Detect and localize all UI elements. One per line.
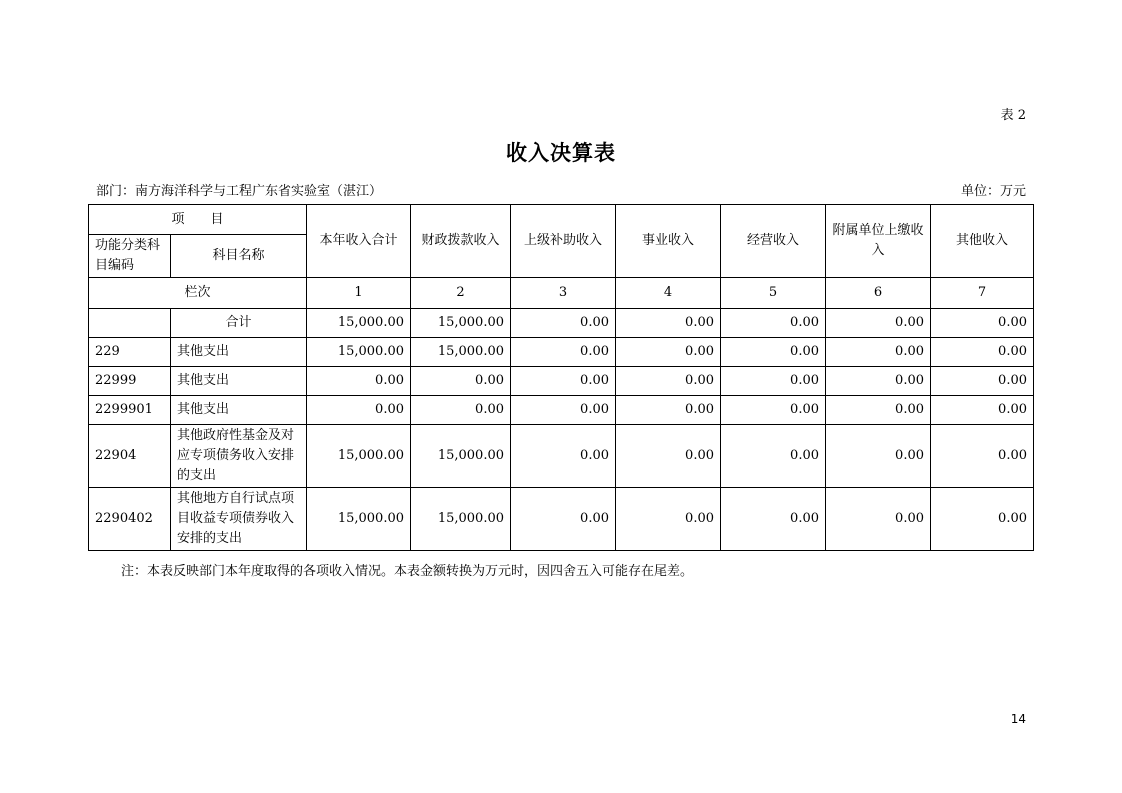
row-value: 0.00	[931, 367, 1034, 396]
column-index-row	[89, 278, 1034, 309]
header-col-superior: 上级补助收入	[511, 205, 616, 278]
total-value: 0.00	[616, 309, 721, 338]
column-number: 6	[826, 278, 931, 309]
total-value: 15,000.00	[307, 309, 411, 338]
row-value: 0.00	[721, 488, 826, 551]
header-subject-name: 科目名称	[171, 235, 307, 278]
row-value: 15,000.00	[307, 425, 411, 488]
row-value: 0.00	[616, 367, 721, 396]
row-value: 0.00	[721, 338, 826, 367]
total-value: 0.00	[511, 309, 616, 338]
row-code: 22999	[89, 367, 171, 396]
row-name: 其他地方自行试点项目收益专项债券收入安排的支出	[171, 488, 307, 551]
row-value: 0.00	[511, 338, 616, 367]
header-col-other: 其他收入	[931, 205, 1034, 278]
row-value: 0.00	[307, 396, 411, 425]
column-number: 2	[411, 278, 511, 309]
row-name: 其他支出	[171, 396, 307, 425]
header-project: 项 目	[89, 205, 307, 235]
row-code: 229	[89, 338, 171, 367]
row-value: 0.00	[511, 425, 616, 488]
column-index-label: 栏次	[89, 278, 307, 309]
column-number: 1	[307, 278, 411, 309]
total-value: 15,000.00	[411, 309, 511, 338]
total-label: 合计	[171, 309, 307, 338]
row-name: 其他支出	[171, 338, 307, 367]
row-value: 0.00	[721, 396, 826, 425]
header-col-business: 事业收入	[616, 205, 721, 278]
row-value: 0.00	[616, 396, 721, 425]
row-code: 2299901	[89, 396, 171, 425]
table-number: 表 2	[1000, 108, 1026, 123]
table-row	[89, 338, 1034, 367]
row-value: 0.00	[931, 488, 1034, 551]
row-name: 其他支出	[171, 367, 307, 396]
row-value: 0.00	[511, 367, 616, 396]
row-value: 0.00	[931, 425, 1034, 488]
row-code: 22904	[89, 425, 171, 488]
total-value: 0.00	[931, 309, 1034, 338]
page-title: 收入决算表	[506, 140, 616, 165]
header-col-operating: 经营收入	[721, 205, 826, 278]
row-value: 0.00	[511, 488, 616, 551]
row-value: 0.00	[826, 396, 931, 425]
department-label: 部门：	[96, 184, 136, 199]
row-value: 0.00	[826, 367, 931, 396]
column-number: 7	[931, 278, 1034, 309]
row-value: 0.00	[721, 367, 826, 396]
header-row-1	[89, 205, 1034, 235]
row-value: 0.00	[931, 338, 1034, 367]
row-value: 0.00	[826, 488, 931, 551]
column-number: 4	[616, 278, 721, 309]
footnote: 注：本表反映部门本年度取得的各项收入情况。本表金额转换为万元时，因四舍五入可能存在尾差。	[121, 564, 694, 579]
table-row	[89, 488, 1034, 551]
row-value: 15,000.00	[411, 338, 511, 367]
page-number: 14	[1010, 712, 1026, 726]
row-value: 0.00	[411, 396, 511, 425]
row-value: 0.00	[411, 367, 511, 396]
row-code: 2290402	[89, 488, 171, 551]
row-value: 15,000.00	[307, 488, 411, 551]
row-value: 0.00	[826, 425, 931, 488]
row-value: 0.00	[931, 396, 1034, 425]
row-value: 15,000.00	[411, 488, 511, 551]
income-table	[88, 204, 1034, 551]
row-value: 0.00	[616, 338, 721, 367]
total-row	[89, 309, 1034, 338]
row-value: 0.00	[616, 425, 721, 488]
table-row	[89, 425, 1034, 488]
column-number: 5	[721, 278, 826, 309]
column-number: 3	[511, 278, 616, 309]
total-value: 0.00	[721, 309, 826, 338]
unit-label: 单位：万元	[960, 184, 1026, 199]
total-code-cell	[89, 309, 171, 338]
table-row	[89, 396, 1034, 425]
row-value: 0.00	[307, 367, 411, 396]
header-col-fiscal: 财政拨款收入	[411, 205, 511, 278]
header-func-code: 功能分类科目编码	[89, 235, 171, 278]
row-value: 0.00	[826, 338, 931, 367]
row-value: 15,000.00	[411, 425, 511, 488]
total-value: 0.00	[826, 309, 931, 338]
department-name: 南方海洋科学与工程广东省实验室（湛江）	[135, 184, 383, 199]
row-value: 0.00	[721, 425, 826, 488]
row-value: 0.00	[616, 488, 721, 551]
row-value: 15,000.00	[307, 338, 411, 367]
header-col-affiliated: 附属单位上缴收入	[826, 205, 931, 278]
row-value: 0.00	[511, 396, 616, 425]
header-col-total: 本年收入合计	[307, 205, 411, 278]
department-line	[96, 180, 382, 199]
row-name: 其他政府性基金及对应专项债务收入安排的支出	[171, 425, 307, 488]
table-row	[89, 367, 1034, 396]
